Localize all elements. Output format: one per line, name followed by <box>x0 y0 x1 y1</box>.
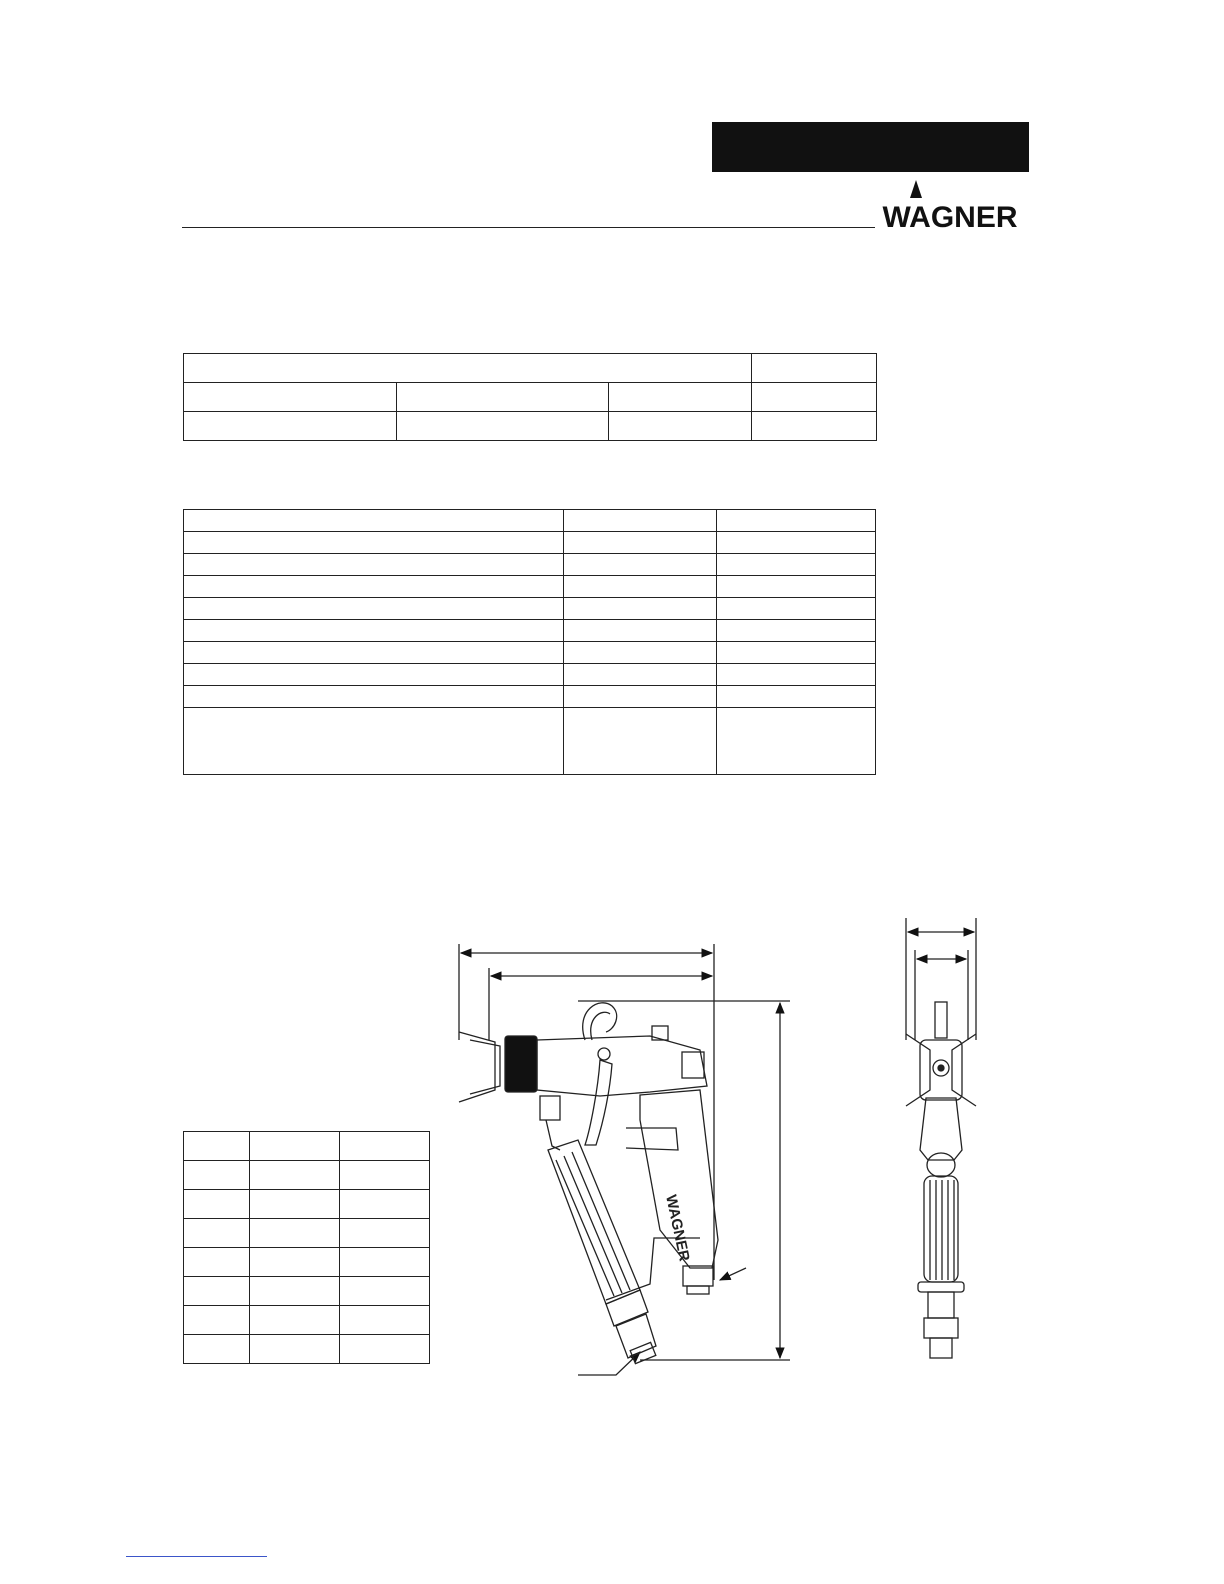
tip-guard-icon <box>459 1032 495 1102</box>
table-row <box>184 532 876 554</box>
header-rule <box>182 227 875 228</box>
gun-body-icon <box>537 1036 707 1096</box>
table-row <box>184 510 876 532</box>
table-row <box>184 1161 430 1190</box>
title-bar <box>712 122 1029 172</box>
table-row <box>184 1335 430 1364</box>
table-row <box>184 620 876 642</box>
technical-data-table <box>183 509 876 775</box>
table-row <box>184 1248 430 1277</box>
filter-grip-icon <box>548 1140 640 1304</box>
dimensions-table <box>183 1131 430 1364</box>
gun-body-icon <box>920 1098 962 1160</box>
table-row <box>184 598 876 620</box>
table-row <box>184 1219 430 1248</box>
footer-link[interactable] <box>126 1556 267 1557</box>
logo-triangle-icon <box>910 180 922 198</box>
tip-guard-icon <box>906 1034 930 1106</box>
table-row <box>184 412 877 441</box>
table-row <box>184 354 877 383</box>
gun-handle-icon <box>640 1090 718 1268</box>
filter-grip-icon <box>924 1176 958 1282</box>
nozzle-nut-icon <box>505 1036 537 1092</box>
table-row <box>184 1306 430 1335</box>
table-row <box>184 686 876 708</box>
table-row <box>184 708 876 775</box>
table-row <box>184 383 877 412</box>
wagner-logo <box>870 180 1030 232</box>
table-row <box>184 664 876 686</box>
leader-arrow <box>720 1268 746 1280</box>
table-row <box>184 1132 430 1161</box>
trigger-icon <box>585 1060 612 1145</box>
logo-text: WAGNER <box>882 201 1018 234</box>
nozzle-table <box>183 353 877 441</box>
table-row <box>184 1190 430 1219</box>
table-row <box>184 554 876 576</box>
table-row <box>184 576 876 598</box>
gun-logo-text: WAGNER <box>662 1193 693 1263</box>
table-row <box>184 642 876 664</box>
leader-arrow <box>578 1352 640 1375</box>
table-row <box>184 1277 430 1306</box>
